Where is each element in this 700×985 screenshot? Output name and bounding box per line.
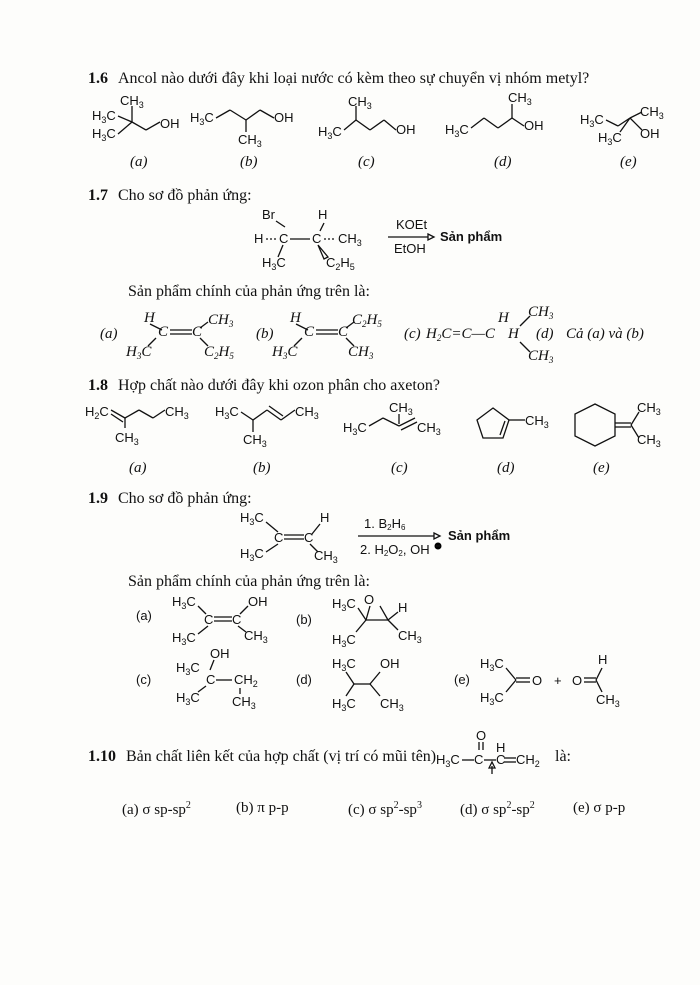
svg-text:CH3: $CH_3$ xyxy=(338,231,362,248)
q19-prompt: Sản phẩm chính của phản ứng trên là: xyxy=(128,573,370,590)
svg-text:CH3: $CH_3$ xyxy=(238,132,262,149)
svg-text:H2C=C—C: $H_2C=C—C$ xyxy=(426,326,495,343)
svg-text:H: H xyxy=(290,310,301,326)
answer-a: (a) σ $sp-sp^2$ xyxy=(122,800,191,818)
svg-text:CH3: $CH_3$ xyxy=(508,90,532,107)
structure-1-6-a xyxy=(92,93,180,143)
svg-text:CH3: $CH_3$ xyxy=(596,692,620,709)
svg-text:C: C xyxy=(206,672,216,687)
option-label: (c) xyxy=(391,460,408,476)
q17-prompt: Sản phẩm chính của phản ứng trên là: xyxy=(128,283,370,300)
option-d-text: Cả (a) và (b) xyxy=(566,326,644,342)
option-label: (a) xyxy=(136,608,152,623)
option-label: (b) xyxy=(253,460,271,476)
svg-text:H3C: $H_3C$ xyxy=(436,752,460,769)
option-label: (c) xyxy=(136,672,152,687)
svg-text:H3C: $H_3C$ xyxy=(172,594,196,611)
svg-text:H3C: $H_3C$ xyxy=(176,690,200,707)
question-number: 1.7 xyxy=(88,187,108,204)
question-number: 1.9 xyxy=(88,490,108,507)
structure-1-8-b xyxy=(215,404,319,449)
svg-text:CH3: $CH_3$ xyxy=(637,400,661,417)
svg-text:H3C: $H_3C$ xyxy=(445,122,469,139)
reagent-bottom: 2. H2O2, OH xyxy=(360,542,430,558)
svg-text:H3C: $H_3C$ xyxy=(332,656,356,673)
svg-text:CH2: $CH_2$ xyxy=(516,752,540,769)
reagent-bottom: EtOH xyxy=(394,241,426,256)
svg-text:C: C xyxy=(158,324,169,340)
svg-text:H: H xyxy=(398,600,408,615)
question-text: Cho sơ đồ phản ứng: xyxy=(118,490,252,507)
svg-text:CH3: $CH_3$ xyxy=(640,104,664,121)
svg-text:CH3: $CH_3$ xyxy=(243,432,267,449)
svg-text:H3C: $H_3C$ xyxy=(332,596,356,613)
question-text: Ancol nào dưới đây khi loại nước có kèm theo sự chuyển vị nhóm metyl? xyxy=(118,70,590,87)
structure-1-8-d xyxy=(477,408,549,438)
option-label: (a) xyxy=(130,154,148,170)
product-label: Sản phẩm xyxy=(448,528,511,543)
q17-scheme xyxy=(240,205,560,275)
svg-text:CH2: $CH_2$ xyxy=(234,672,258,689)
question-1-9 xyxy=(88,490,252,508)
answer-c: (c) σ $sp^2-sp^3$ xyxy=(348,800,422,818)
question-1-6 xyxy=(88,70,589,88)
svg-text:H3C: $H_3C$ xyxy=(332,632,356,649)
option-label: (d) xyxy=(536,326,554,342)
svg-text:H3C: $H_3C$ xyxy=(176,660,200,677)
option-label: (a) xyxy=(129,460,147,476)
structure-1-6-b xyxy=(190,110,294,149)
svg-text:CH3: $CH_3$ xyxy=(244,628,268,645)
svg-text:CH3: $CH_3$ xyxy=(417,420,441,437)
question-1-7 xyxy=(88,187,252,205)
svg-text:OH: OH xyxy=(396,122,416,137)
svg-text:OH: OH xyxy=(210,646,230,661)
label-h3c: $H_3C$ xyxy=(92,108,116,125)
svg-text:CH3: $CH_3$ xyxy=(314,548,338,565)
svg-text:H3C: $H_3C$ xyxy=(480,690,504,707)
svg-text:CH3: $CH_3$ xyxy=(348,94,372,111)
answer-e: (e) σ p-p xyxy=(573,800,626,816)
svg-text:C: C xyxy=(304,530,314,545)
svg-text:C: C xyxy=(232,612,242,627)
svg-text:CH3: $CH_3$ xyxy=(528,348,554,365)
svg-text:OH: OH xyxy=(380,656,400,671)
structure-1-6-d xyxy=(445,90,544,139)
svg-text:H: H xyxy=(254,231,264,246)
svg-text:O: O xyxy=(532,673,543,688)
label-ch3: $CH_3$ xyxy=(120,93,144,110)
svg-text:H2C: $H_2C$ xyxy=(85,404,109,421)
svg-text:CH3: $CH_3$ xyxy=(398,628,422,645)
svg-text:H3C: $H_3C$ xyxy=(215,404,239,421)
product-label: Sản phẩm xyxy=(440,229,503,244)
option-label: (c) xyxy=(358,154,375,170)
q19-options xyxy=(136,592,656,722)
q18-structures xyxy=(85,398,685,478)
question-text: Cho sơ đồ phản ứng: xyxy=(118,187,252,204)
option-label: (b) xyxy=(256,326,274,342)
option-label: (b) xyxy=(296,612,312,627)
svg-text:H3C: $H_3C$ xyxy=(343,420,367,437)
svg-text:H3C: $H_3C$ xyxy=(598,130,622,147)
svg-text:O: O xyxy=(572,673,583,688)
question-text: Hợp chất nào dưới đây khi ozon phân cho axeton? xyxy=(118,377,440,394)
svg-text:OH: OH xyxy=(524,118,544,133)
svg-text:C: C xyxy=(274,530,284,545)
structure-1-8-c xyxy=(343,400,441,437)
question-text: Bản chất liên kết của hợp chất (vị trí có mũi tên) xyxy=(126,748,437,765)
svg-text:H3C: $H_3C$ xyxy=(580,112,604,129)
option-label: (d) xyxy=(497,460,515,476)
svg-text:H3C: $H_3C$ xyxy=(332,696,356,713)
svg-text:C: C xyxy=(312,231,322,246)
reagent-top: KOEt xyxy=(396,217,428,232)
svg-text:C: C xyxy=(304,324,315,340)
svg-text:C2H5: $C_2H_5$ xyxy=(204,344,234,361)
svg-text:CH3: $CH_3$ xyxy=(525,413,549,430)
question-number: 1.8 xyxy=(88,377,108,394)
structure-1-8-e xyxy=(575,400,661,449)
svg-text:H3C: $H_3C$ xyxy=(272,344,298,361)
answer-d: (d) σ $sp^2-sp^2$ xyxy=(460,800,535,818)
q17-options xyxy=(100,300,680,370)
option-label: (e) xyxy=(454,672,470,687)
svg-text:CH3: $CH_3$ xyxy=(528,304,554,321)
svg-text:H: H xyxy=(508,326,519,342)
q110-tail: là: xyxy=(555,748,571,765)
option-label: (c) xyxy=(404,326,421,342)
svg-text:H3C: $H_3C$ xyxy=(172,630,196,647)
structure-1-6-c xyxy=(318,94,416,141)
svg-text:CH3: $CH_3$ xyxy=(295,404,319,421)
svg-text:H3C: $H_3C$ xyxy=(480,656,504,673)
svg-text:H: H xyxy=(498,310,509,326)
svg-text:CH3: $CH_3$ xyxy=(380,696,404,713)
svg-text:C: C xyxy=(474,752,484,767)
svg-text:CH3: $CH_3$ xyxy=(232,694,256,711)
label-h3c: $H_3C$ xyxy=(92,126,116,143)
svg-text:C: C xyxy=(192,324,203,340)
label-oh: OH xyxy=(160,116,180,131)
question-number: 1.10 xyxy=(88,748,116,765)
svg-text:H: H xyxy=(320,510,330,525)
option-label: (e) xyxy=(620,154,637,170)
answer-b: (b) π p-p xyxy=(236,800,289,816)
svg-text:C: C xyxy=(496,752,506,767)
svg-text:C2H5: $C_2H_5$ xyxy=(352,312,382,329)
svg-text:OH: OH xyxy=(248,594,268,609)
question-1-8 xyxy=(88,377,440,395)
atom-o: O xyxy=(364,592,375,607)
svg-text:CH3: $CH_3$ xyxy=(389,400,413,417)
q19-scheme xyxy=(238,506,578,566)
svg-text:CH3: $CH_3$ xyxy=(165,404,189,421)
atom-h: H xyxy=(318,207,328,222)
question-number: 1.6 xyxy=(88,70,108,87)
svg-text:OH: OH xyxy=(640,126,660,141)
svg-text:O: O xyxy=(476,728,487,743)
svg-text:H: H xyxy=(144,310,155,326)
svg-text:H3C: $H_3C$ xyxy=(190,110,214,127)
svg-text:C: C xyxy=(338,324,349,340)
svg-text:CH3: $CH_3$ xyxy=(637,432,661,449)
option-label: (b) xyxy=(240,154,258,170)
atom-br: Br xyxy=(262,207,275,222)
svg-text:C2H5: $C_2H_5$ xyxy=(326,255,355,272)
reagent-top: 1. B2H6 xyxy=(364,516,406,532)
structure-1-8-a xyxy=(85,404,189,447)
svg-text:H3C: $H_3C$ xyxy=(126,344,152,361)
svg-text:CH3: $CH_3$ xyxy=(115,430,139,447)
svg-text:H3C: $H_3C$ xyxy=(262,255,286,272)
svg-text:H3C: $H_3C$ xyxy=(240,510,264,527)
plus-sign: + xyxy=(554,673,562,688)
svg-text:C: C xyxy=(204,612,214,627)
q16-structures xyxy=(90,90,690,180)
structure-1-6-e xyxy=(580,104,664,147)
question-1-10 xyxy=(88,748,436,766)
svg-text:H: H xyxy=(496,740,506,755)
option-label: (a) xyxy=(100,326,118,342)
svg-text:C: C xyxy=(279,231,289,246)
svg-text:H3C: $H_3C$ xyxy=(240,546,264,563)
option-label: (d) xyxy=(296,672,312,687)
option-label: (e) xyxy=(593,460,610,476)
svg-text:CH3: $CH_3$ xyxy=(208,312,234,329)
svg-text:H3C: $H_3C$ xyxy=(318,124,342,141)
svg-text:CH3: $CH_3$ xyxy=(348,344,374,361)
svg-text:H: H xyxy=(598,652,608,667)
option-label: (d) xyxy=(494,154,512,170)
svg-text:OH: OH xyxy=(274,110,294,125)
